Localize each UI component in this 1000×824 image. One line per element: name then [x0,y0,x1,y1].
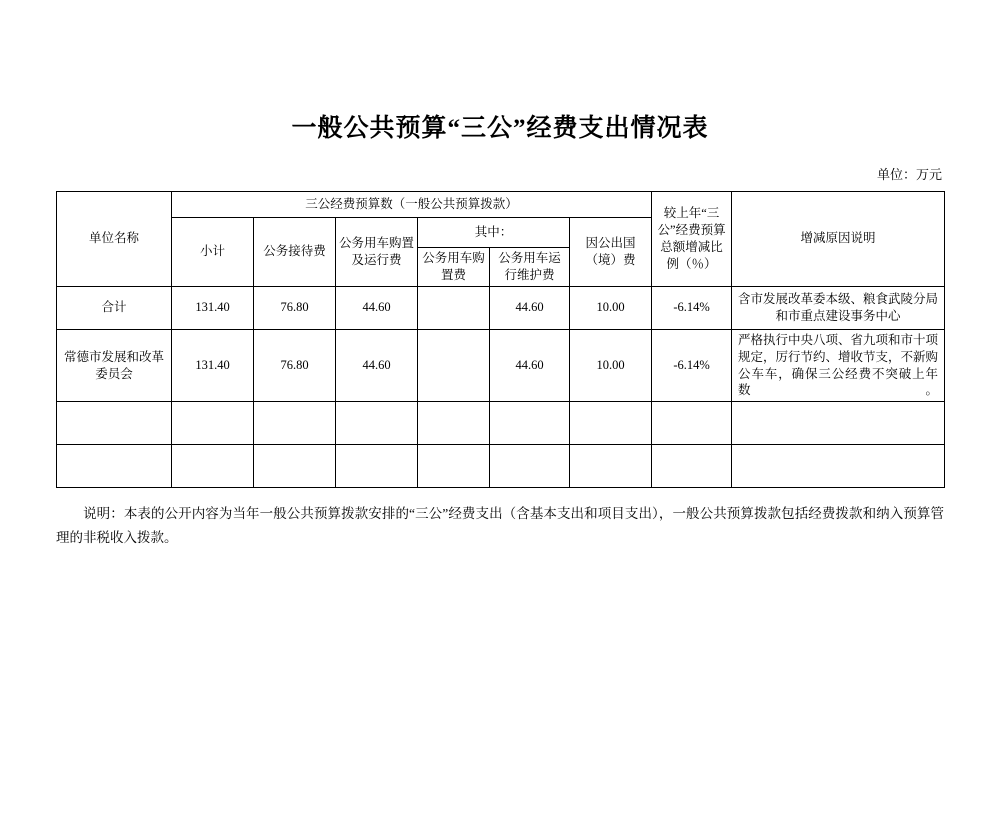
cell-reason [732,445,945,488]
cell-reason: 严格执行中央八项、省九项和市十项规定，厉行节约、增收节支，不新购公车车，确保三公经费不突破上年数。 [732,329,945,402]
cell-change-ratio [652,402,732,445]
cell-abroad: 10.00 [570,329,652,402]
cell-vehicle-purchase [418,402,490,445]
cell-reason: 含市发展改革委本级、粮食武陵分局和市重点建设事务中心 [732,286,945,329]
cell-hospitality [254,445,336,488]
cell-vehicle-total: 44.60 [336,286,418,329]
cell-vehicle-purchase [418,445,490,488]
cell-vehicle-total: 44.60 [336,329,418,402]
cell-subtotal: 131.40 [172,286,254,329]
header-among-which: 其中： [418,218,570,248]
cell-vehicle-total [336,445,418,488]
cell-vehicle-purchase [418,329,490,402]
header-unit-name: 单位名称 [57,192,172,287]
table-row [57,329,945,402]
three-public-budget-table [56,191,945,488]
budget-table-container [56,191,944,488]
cell-unit-name: 合计 [57,286,172,329]
note-text: 说明：本表的公开内容为当年一般公共预算拨款安排的“三公”经费支出（含基本支出和项目支出），一般公共预算拨款包括经费拨款和纳入预算管理的非税收入拨款。 [56,506,944,545]
table-row [57,445,945,488]
page-title: 一般公共预算“三公”经费支出情况表 [291,115,709,142]
header-change-ratio: 较上年“三公”经费预算总额增减比例（％） [652,192,732,287]
cell-change-ratio [652,445,732,488]
header-group-three-public: 三公经费预算数（一般公共预算拨款） [172,192,652,218]
cell-vehicle-maintain: 44.60 [490,286,570,329]
cell-vehicle-maintain [490,445,570,488]
cell-vehicle-maintain: 44.60 [490,329,570,402]
cell-vehicle-total [336,402,418,445]
cell-hospitality: 76.80 [254,286,336,329]
cell-hospitality: 76.80 [254,329,336,402]
cell-unit-name [57,402,172,445]
cell-vehicle-purchase [418,286,490,329]
header-abroad: 因公出国（境）费 [570,218,652,287]
header-vehicle-maintain: 公务用车运行维护费 [490,248,570,287]
cell-hospitality [254,402,336,445]
cell-subtotal [172,402,254,445]
table-header-row-1 [57,192,945,218]
cell-unit-name: 常德市发展和改革委员会 [57,329,172,402]
table-row [57,402,945,445]
cell-subtotal: 131.40 [172,329,254,402]
unit-label: 单位：万元 [876,167,942,182]
cell-vehicle-maintain [490,402,570,445]
table-row [57,286,945,329]
header-subtotal: 小计 [172,218,254,287]
cell-reason [732,402,945,445]
header-reason: 增减原因说明 [732,192,945,287]
header-hospitality: 公务接待费 [254,218,336,287]
cell-change-ratio: -6.14% [652,329,732,402]
cell-subtotal [172,445,254,488]
cell-unit-name [57,445,172,488]
cell-abroad: 10.00 [570,286,652,329]
document-page [0,108,1000,824]
cell-abroad [570,402,652,445]
header-vehicle-total: 公务用车购置及运行费 [336,218,418,287]
cell-abroad [570,445,652,488]
header-vehicle-purchase: 公务用车购置费 [418,248,490,287]
cell-change-ratio: -6.14% [652,286,732,329]
table-note [56,502,944,549]
